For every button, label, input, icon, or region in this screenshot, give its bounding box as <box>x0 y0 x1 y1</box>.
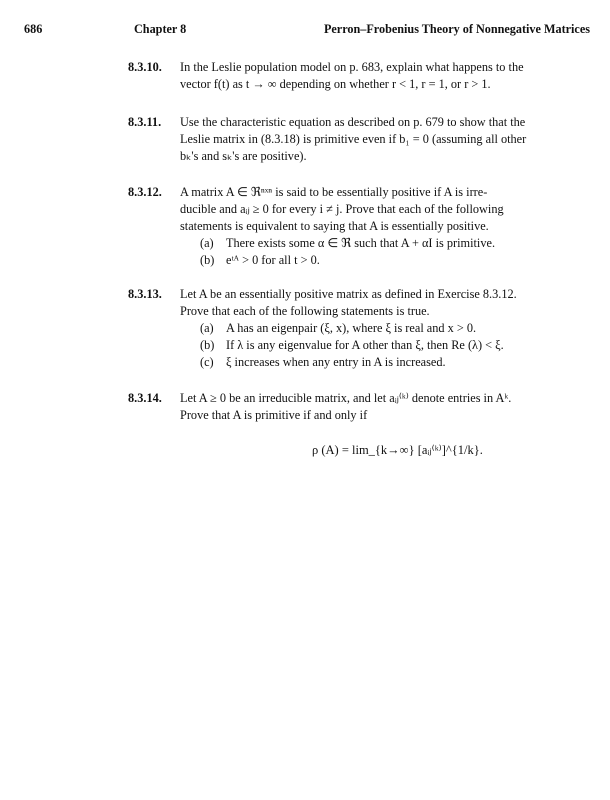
item-label: (b) <box>200 253 215 267</box>
item-label: (b) <box>200 338 215 352</box>
exercise-item <box>200 235 588 252</box>
item-label: (a) <box>200 321 214 335</box>
running-head <box>24 22 590 38</box>
item-text: eᵗᴬ > 0 for all t > 0. <box>226 253 320 267</box>
display-equation <box>0 434 610 470</box>
exercise-line: Leslie matrix in (8.3.18) is primitive even if b₁ = 0 (assuming all other <box>180 132 527 146</box>
exercise-8-3-14 <box>128 390 588 424</box>
item-text: There exists some α ∈ ℜ such that A + αI is primitive. <box>226 236 496 250</box>
exercise-line: Prove that each of the following statements is true. <box>180 304 430 318</box>
item-text: If λ is any eigenvalue for A other than ξ, then Re (λ) < ξ. <box>226 338 504 352</box>
exercise-line: A matrix A ∈ ℜⁿˣⁿ is said to be essentially positive if A is irre- <box>180 185 488 199</box>
exercise-line: In the Leslie population model on p. 683, explain what happens to the <box>180 60 524 74</box>
exercise-number: 8.3.12. <box>128 185 162 199</box>
exercise-item <box>200 320 588 337</box>
exercise-line: Prove that A is primitive if and only if <box>180 408 368 422</box>
rho-limit-formula: ρ (A) = lim_{k→∞} [aᵢⱼ⁽ᵏ⁾]^{1/k}. <box>312 443 483 457</box>
exercise-number: 8.3.13. <box>128 287 162 301</box>
exercise-line: bₖ's and sₖ's are positive). <box>180 149 307 163</box>
exercise-number: 8.3.10. <box>128 60 162 74</box>
page-number: 686 <box>24 22 43 36</box>
exercise-number: 8.3.11. <box>128 115 162 129</box>
exercise-8-3-11 <box>128 114 588 165</box>
exercise-line: statements is equivalent to saying that A is essentially positive. <box>180 219 489 233</box>
exercise-line: Let A ≥ 0 be an irreducible matrix, and let aᵢⱼ⁽ᵏ⁾ denote entries in Aᵏ. <box>180 391 512 405</box>
exercise-number: 8.3.14. <box>128 391 162 405</box>
exercise-line: vector f(t) as t → ∞ depending on whether r < 1, r = 1, or r > 1. <box>180 77 491 91</box>
chapter-title: Perron–Frobenius Theory of Nonnegative Matrices <box>323 22 590 36</box>
exercise-line: ducible and aᵢⱼ ≥ 0 for every i ≠ j. Prove that each of the following <box>180 202 504 216</box>
exercise-8-3-13 <box>128 286 588 371</box>
item-text: A has an eigenpair (ξ, x), where ξ is real and x > 0. <box>226 321 477 335</box>
exercise-8-3-12 <box>128 184 588 269</box>
exercise-item <box>200 354 588 371</box>
exercise-item <box>200 252 588 269</box>
item-label: (a) <box>200 236 214 250</box>
item-label: (c) <box>200 355 214 369</box>
exercise-line: Let A be an essentially positive matrix as defined in Exercise 8.3.12. <box>180 287 517 301</box>
item-text: ξ increases when any entry in A is increased. <box>226 355 446 369</box>
chapter-label: Chapter 8 <box>134 22 187 36</box>
exercise-line: Use the characteristic equation as described on p. 679 to show that the <box>180 115 526 129</box>
exercise-item <box>200 337 588 354</box>
exercise-8-3-10 <box>128 59 588 93</box>
